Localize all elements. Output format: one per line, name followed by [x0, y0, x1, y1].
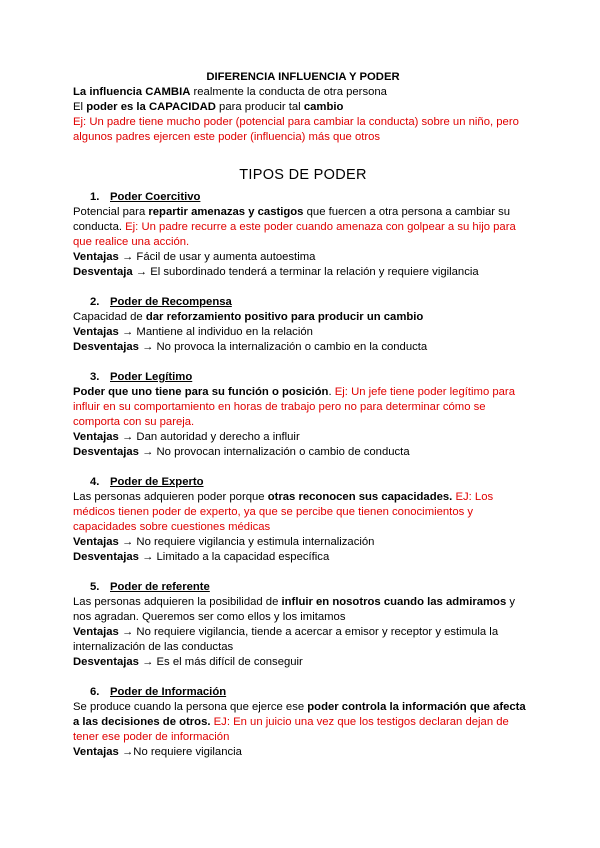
section-title: 2. Poder de Recompensa — [90, 296, 232, 308]
section-description: Las personas adquieren poder porque otras reconocen sus capacidades. EJ: Los médicos tienen poder de experto, ya que se percibe que tienen conocimientos y capacidades sobre cuestiones médicas — [73, 491, 494, 533]
document-content — [73, 70, 533, 775]
section-description: Se produce cuando la persona que ejerce ese poder controla la información que afecta a las decisiones de otros. EJ: En un juicio una vez que los testigos declaran dejan de tener ese poder de información — [73, 701, 526, 743]
disadvantages-line: Desventajas → No provocan internalización o cambio de conducta — [73, 446, 410, 458]
advantages-line: Ventajas → Mantiene al individuo en la relación — [73, 326, 313, 338]
intro-example: Ej: Un padre tiene mucho poder (potencial para cambiar la conducta) sobre un niño, pero algunos padres ejercen este poder (influencia) más que otros — [73, 116, 519, 143]
section-title: 6. Poder de Información — [90, 686, 227, 698]
section-description: Poder que uno tiene para su función o posición. Ej: Un jefe tiene poder legítimo para influir en su comportamiento en horas de trabajo pero no para determinar cómo se comporta con su pareja. — [73, 386, 515, 428]
section-title: 4. Poder de Experto — [90, 476, 204, 488]
section-title: 3. Poder Legítimo — [90, 371, 193, 383]
intro-line-power: El poder es la CAPACIDAD para producir tal cambio — [73, 101, 344, 113]
disadvantages-line: Desventajas → Limitado a la capacidad específica — [73, 551, 330, 563]
page-title: DIFERENCIA INFLUENCIA Y PODER — [206, 71, 400, 83]
disadvantages-line: Desventajas → Es el más difícil de conseguir — [73, 656, 303, 668]
section-heading: TIPOS DE PODER — [239, 167, 367, 183]
advantages-line: Ventajas → Fácil de usar y aumenta autoestima — [73, 251, 316, 263]
section-description: Potencial para repartir amenazas y castigos que fuercen a otra persona a cambiar su conducta. Ej: Un padre recurre a este poder cuando amenaza con golpear a su hijo para que realice una acción. — [73, 206, 516, 248]
disadvantages-line: Desventaja → El subordinado tenderá a terminar la relación y requiere vigilancia — [73, 266, 479, 278]
advantages-line: Ventajas →No requiere vigilancia — [73, 746, 242, 758]
section-referente — [73, 580, 533, 670]
section-description: Las personas adquieren la posibilidad de influir en nosotros cuando las admiramos y nos agradan. Queremos ser como ellos y los imitamos — [73, 596, 516, 623]
section-description: Capacidad de dar reforzamiento positivo para producir un cambio — [73, 311, 424, 323]
intro-line-influence: La influencia CAMBIA realmente la conducta de otra persona — [73, 86, 387, 98]
advantages-line: Ventajas → Dan autoridad y derecho a influir — [73, 431, 300, 443]
section-legitimo — [73, 370, 533, 460]
advantages-line: Ventajas → No requiere vigilancia, tiende a acercar a emisor y receptor y estimula la internalización de las conductas — [73, 626, 499, 653]
section-title: 1. Poder Coercitivo — [90, 191, 201, 203]
section-recompensa — [73, 295, 533, 355]
disadvantages-line: Desventajas → No provoca la internalización o cambio en la conducta — [73, 341, 428, 353]
advantages-line: Ventajas → No requiere vigilancia y estimula internalización — [73, 536, 375, 548]
section-title: 5. Poder de referente — [90, 581, 210, 593]
section-coercitivo — [73, 190, 533, 280]
section-experto — [73, 475, 533, 565]
section-informacion — [73, 685, 533, 760]
